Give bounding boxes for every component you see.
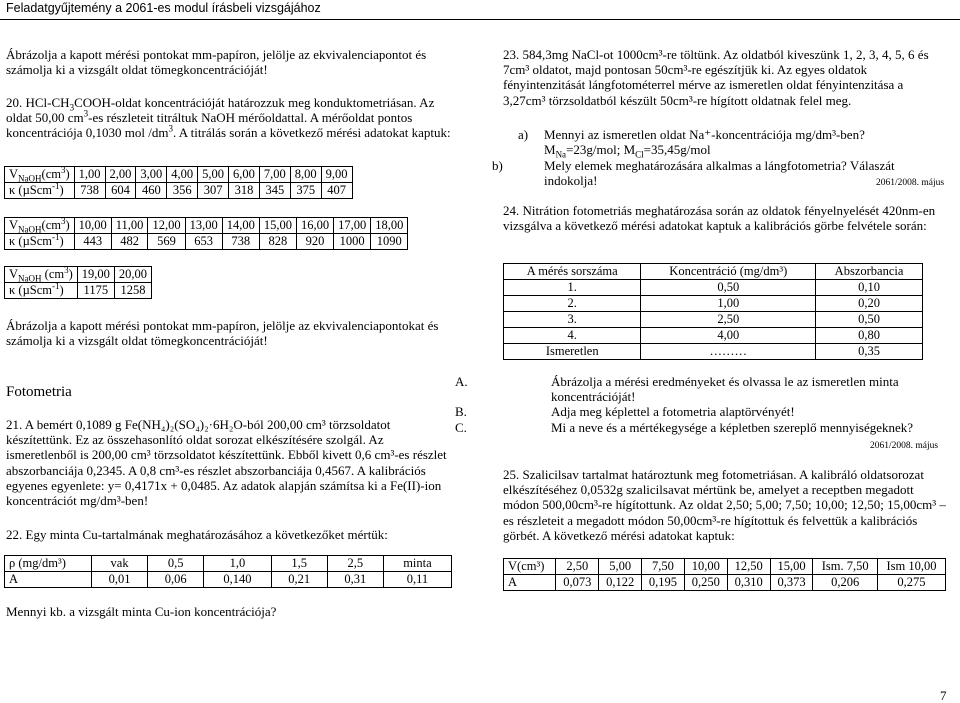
table-row: ρ (mg/dm³) vak 0,5 1,0 1,5 2,5 minta: [5, 556, 452, 572]
question-23: 23. 584,3mg NaCl-ot 1000cm³-re töltünk. Az oldatból kiveszünk 1, 2, 3, 4, 5, 6 és 7cm³ oldatot, majd pontosan 50cm³-re egészítjük ki. Az egyes oldatok fényintenzitását lángfotométerrel mérve az ismeretlen oldat fényintenzitása a 3,27cm³ törzsoldatból készült 50cm³-re hígított oldatnak felel meg.: [503, 47, 929, 108]
question-22-ask: Mennyi kb. a vizsgált minta Cu-ion koncentrációja?: [6, 604, 277, 619]
cu-table: [4, 555, 452, 588]
question-23-b: b) Mely elemek meghatározására alkalmas a lángfotometria? Válaszát indokolja!: [492, 158, 895, 189]
table-row: A 0,01 0,06 0,140 0,21 0,31 0,11: [5, 572, 452, 588]
table-row: 3. 2,50 0,50: [504, 312, 923, 328]
kappa-header: κ (µScm$^{-1}$): [5, 183, 75, 199]
header-title: Feladatgyűjtemény a 2061-es modul írásbeli vizsgájához: [6, 1, 321, 15]
conductometry-table-2: [4, 217, 408, 250]
conductometry-table-3: [4, 266, 152, 299]
question-24: 24. Nitrátion fotometriás meghatározása során az oldatok fényelnyelését 420nm-en vizsgálva a következő mérési adatokat kaptuk a kalibrációs görbe felvétele során:: [503, 203, 936, 234]
table-row: 1. 0,50 0,10: [504, 280, 923, 296]
table-row: κ (µScm$^{-1}$) 738 604 460 356 307 318 345 375 407: [5, 183, 353, 199]
nitrate-table: [503, 263, 923, 360]
question-23-a: a) Mennyi az ismeretlen oldat Na⁺-koncentrációja mg/dm³-ben? $M_{Na}=23g$/mol; $M_{Cl}=35,45g$/mol: [518, 127, 865, 160]
date-stamp-1: 2061/2008. május: [876, 178, 945, 188]
conductometry-table-1: [4, 166, 353, 199]
table-row: $V_{NaOH}(cm^3)$ 10,00 11,00 12,00 13,00 14,00 15,00 16,00 17,00 18,00: [5, 218, 408, 234]
table-row: 2. 1,00 0,20: [504, 296, 923, 312]
instruction-2: Ábrázolja a kapott mérési pontokat mm-papíron, jelölje az ekvivalenciapontokat és számolja ki a vizsgált oldat tömegkoncentrációját!: [6, 318, 439, 349]
question-20: 20. HCl-$CH_3COOH$-oldat koncentrációját határozzuk meg konduktometriásan. Az oldat 50,00 $cm^3-es$ részleteit titráltuk NaOH mérőoldattal. A mérőoldat pontos koncentrációja 0,1030 mol $/dm^3$. A titrálás során a következő mérési adatokat kaptuk:: [6, 95, 451, 141]
section-title-fotometria: Fotometria: [6, 384, 72, 400]
table-row: κ (µScm$^{-1}$) 1175 1258: [5, 283, 152, 299]
table-row: A mérés sorszáma Koncentráció (mg/dm³) Abszorbancia: [504, 264, 923, 280]
intro-text: Ábrázolja a kapott mérési pontokat mm-papíron, jelölje az ekvivalenciapontot és számolja ki a vizsgált oldat tömegkoncentrációját!: [6, 47, 427, 78]
page-header: [0, 0, 960, 17]
question-24-tasks: A. Ábrázolja a mérési eredményeket és olvassa le az ismeretlen minta koncentrációját! B. Adja meg képlettel a fotometria alaptörvényét! C. Mi a neve és a mértékegysége a képletben szereplő mennyiségeknek?: [455, 374, 914, 435]
question-21: 21. A bemért 0,1089 g Fe(NH₄)₂(SO₄)₂·6H₂O-ból 200,00 cm³ törzsoldatot készítettünk. Ez az összehasonlító oldat sorozat elkészítésére szolgál. Az ismeretlenből is 200,00 cm³ törzsoldatot készítettünk. Ebből kivett 0,6 cm³-es részlet abszorbanciája 0,2345. A 0,8 cm³-es részlet abszorbanciája 0,4567. A kalibrációs egyenes egyenlete: y= 0,4171x + 0,0485. Az adatok alapján számítsa ki a Fe(II)-ion koncentrációt mg/dm³-ben!: [6, 417, 447, 509]
table-row: κ (µScm$^{-1}$) 443 482 569 653 738 828 920 1000 1090: [5, 234, 408, 250]
table-row: $V_{NaOH}(cm^3)$ 1,00 2,00 3,00 4,00 5,00 6,00 7,00 8,00 9,00: [5, 167, 353, 183]
page-number: 7: [940, 688, 947, 703]
v-naoh-header: $V_{NaOH}(cm^3)$: [5, 167, 75, 183]
table-row: A 0,073 0,122 0,195 0,250 0,310 0,373 0,206 0,275: [504, 575, 946, 591]
question-22: 22. Egy minta Cu-tartalmának meghatározásához a következőket mértük:: [6, 527, 388, 542]
header-rule: [0, 19, 960, 20]
table-row: V(cm³) 2,50 5,00 7,50 10,00 12,50 15,00 Ism. 7,50 Ism 10,00: [504, 559, 946, 575]
salicylic-table: [503, 558, 946, 591]
table-row: 4. 4,00 0,80: [504, 328, 923, 344]
date-stamp-2: 2061/2008. május: [870, 441, 939, 451]
table-row: Ismeretlen ……… 0,35: [504, 344, 923, 360]
table-row: $V_{NaOH}$ $(cm^3)$ 19,00 20,00: [5, 267, 152, 283]
question-25: 25. Szalicilsav tartalmat határoztunk meg fotometriásan. A kalibráló oldatsorozat elkészítéséhez 0,0532g szalicilsavat mértünk be, amelyet a receptben megadott módon 500,00cm³-re hígítottunk. Az oldat 2,50; 5,00; 7,50; 10,00; 12,50; 15,00cm³ –es részleteit a megadott módon 50,00cm³-re hígítottuk és felvettük a kalibrációs görbét. A következő mérési adatokat kaptuk:: [503, 467, 946, 543]
